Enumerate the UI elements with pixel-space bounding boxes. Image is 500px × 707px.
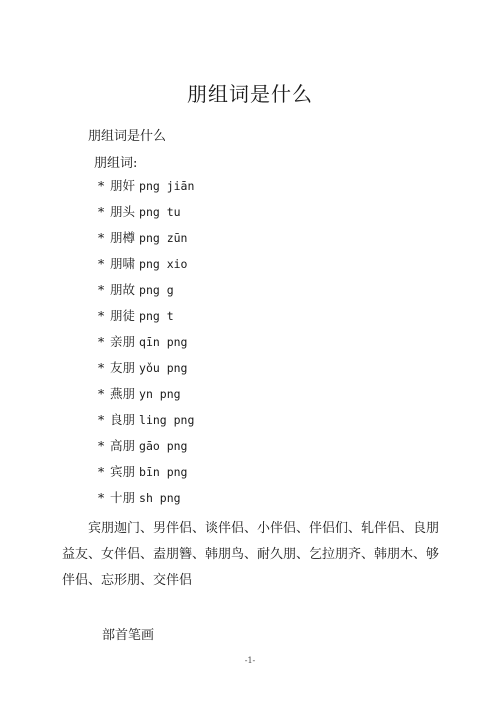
list-pinyin: ling png [139, 413, 195, 427]
list-bullet: * [98, 308, 105, 323]
list-bullet: * [98, 204, 105, 219]
related-words-paragraph: 宾朋迦门、男伴侣、谈伴侣、小伴侣、伴侣们、轧伴侣、良朋益友、女伴侣、盍朋簪、韩朋鸟、耐久朋、乞拉朋齐、韩朋木、够伴侣、忘形朋、交伴侣 [62, 521, 440, 588]
list-bullet: * [98, 256, 105, 271]
list-item [98, 256, 194, 282]
list-word: 燕朋 [110, 386, 136, 401]
list-pinyin: qīn png [139, 335, 188, 349]
list-item [98, 464, 194, 490]
section-label: 朋组词: [94, 156, 138, 171]
list-item [98, 490, 194, 516]
list-item [98, 230, 194, 256]
word-list [98, 178, 194, 516]
list-item [98, 178, 194, 204]
list-item [98, 282, 194, 308]
list-item [98, 360, 194, 386]
list-item [98, 334, 194, 360]
list-item [98, 412, 194, 438]
list-item [98, 438, 194, 464]
document-subtitle: 朋组词是什么 [88, 129, 167, 144]
list-pinyin: png zūn [139, 231, 188, 245]
list-bullet: * [98, 490, 105, 505]
list-bullet: * [98, 386, 105, 401]
list-pinyin: png g [139, 283, 174, 297]
list-word: 朋樽 [110, 230, 136, 245]
list-word: 朋故 [110, 282, 136, 297]
list-pinyin: png jiān [139, 179, 195, 193]
list-bullet: * [98, 464, 105, 479]
list-pinyin: gāo png [139, 439, 188, 453]
list-word: 朋奸 [110, 178, 136, 193]
list-word: 朋啸 [110, 256, 136, 271]
list-pinyin: png tu [139, 205, 181, 219]
list-item [98, 308, 194, 334]
list-item [98, 204, 194, 230]
list-pinyin: bīn png [139, 465, 188, 479]
list-word: 朋徒 [110, 308, 136, 323]
list-word: 亲朋 [110, 334, 136, 349]
page-number: -1- [244, 656, 256, 665]
list-word: 宾朋 [110, 464, 136, 479]
list-word: 高朋 [110, 438, 136, 453]
list-pinyin: sh png [139, 491, 181, 505]
list-bullet: * [98, 412, 105, 427]
list-bullet: * [98, 282, 105, 297]
list-word: 友朋 [110, 360, 136, 375]
list-bullet: * [98, 178, 105, 193]
list-word: 良朋 [110, 412, 136, 427]
list-bullet: * [98, 438, 105, 453]
list-pinyin: png t [139, 309, 174, 323]
list-bullet: * [98, 360, 105, 375]
list-bullet: * [98, 230, 105, 245]
list-pinyin: yǒu png [139, 361, 188, 375]
list-pinyin: png xio [139, 257, 188, 271]
list-pinyin: yn png [139, 387, 181, 401]
list-item [98, 386, 194, 412]
section-heading-radicals: 部首笔画 [102, 628, 155, 643]
document-title: 朋组词是什么 [187, 82, 313, 106]
list-word: 朋头 [110, 204, 136, 219]
list-bullet: * [98, 334, 105, 349]
list-word: 十朋 [110, 490, 136, 505]
